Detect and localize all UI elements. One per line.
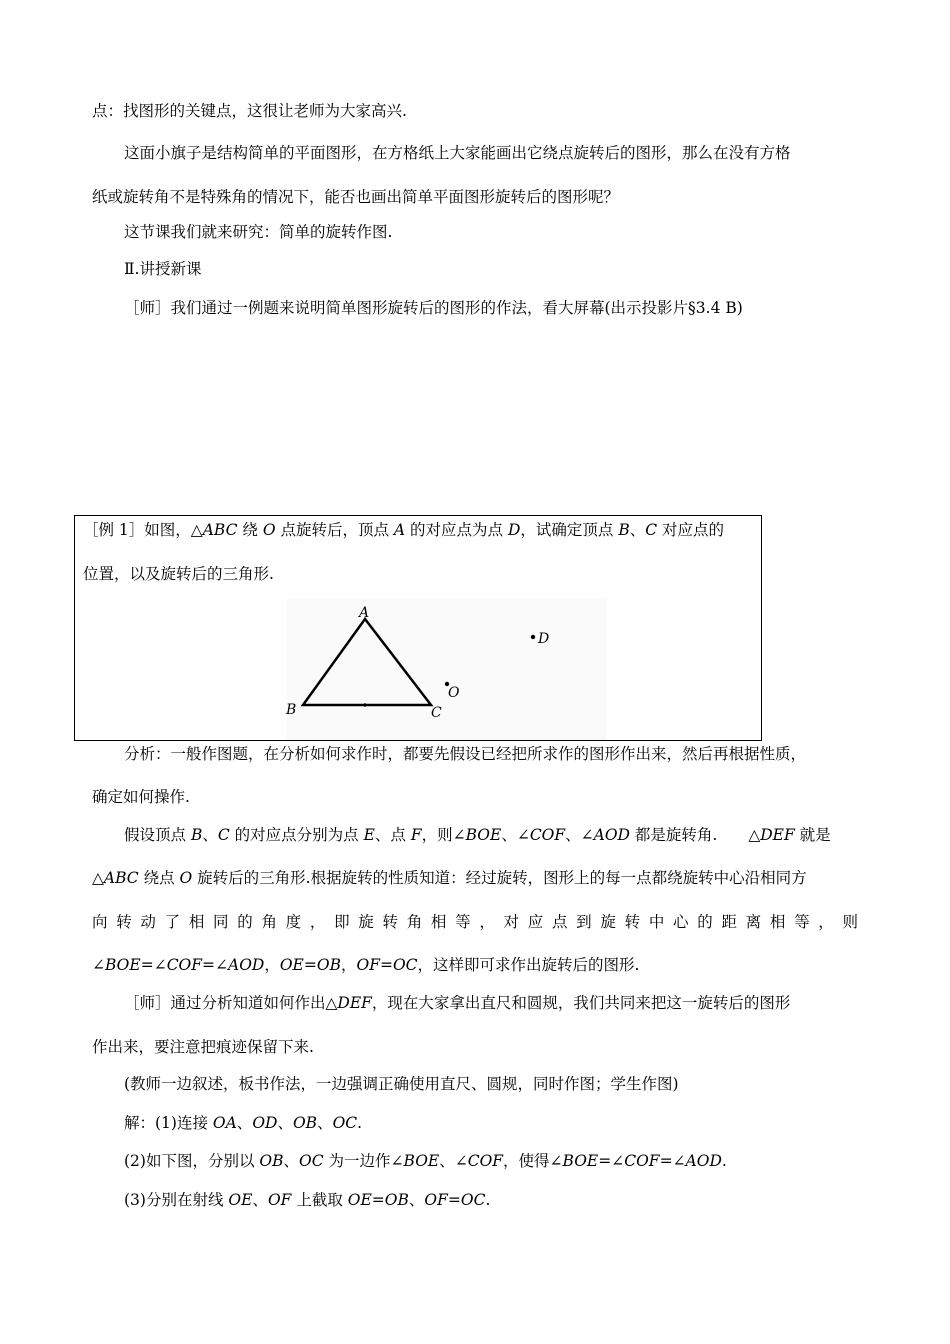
label-c: C (431, 705, 442, 721)
analysis-line1: 分析：一般作图题，在分析如何求作时，都要先假设已经把所求作的图形作出来，然后再根据性质， (124, 745, 807, 763)
assumption-line3: 向转动了相同的角度，即旋转角相等，对应点到旋转中心的距离相等，则 (92, 913, 858, 931)
paragraph-flag-line2: 纸或旋转角不是特殊角的情况下，能否也画出简单平面图形旋转后的图形呢？ (92, 188, 620, 206)
example-question-line2: 位置，以及旋转后的三角形. (83, 565, 274, 583)
teacher-line1: ［师］通过分析知道如何作出△DEF，现在大家拿出直尺和圆规，我们共同来把这一旋转后的图形 (124, 994, 791, 1012)
label-b: B (286, 702, 297, 718)
assumption-line1: 假设顶点 B、C 的对应点分别为点 E、点 F，则∠BOE、∠COF、∠AOD 都是旋转角. △DEF 就是 (124, 826, 831, 844)
teacher-note: (教师一边叙述，板书作法，一边强调正确使用直尺、圆规，同时作图；学生作图) (124, 1075, 679, 1093)
triangle-rotation-figure (75, 516, 763, 742)
example-question-line1: ［例 1］如图，△ABC 绕 O 点旋转后，顶点 A 的对应点为点 D，试确定顶点 B、C 对应点的 (83, 521, 725, 539)
label-d: D (538, 631, 550, 647)
teacher-line2: 作出来，要注意把痕迹保留下来. (92, 1038, 314, 1056)
label-o: O (448, 685, 460, 701)
example-box (74, 515, 762, 741)
section-heading-new-lesson: Ⅱ.讲授新课 (124, 260, 202, 278)
solution-step2: (2)如下图，分别以 OB、OC 为一边作∠BOE、∠COF，使得∠BOE=∠COF=∠AOD. (124, 1152, 727, 1170)
paragraph-key-points: 点：找图形的关键点，这很让老师为大家高兴. (92, 102, 407, 120)
point-d (531, 635, 535, 639)
label-a: A (359, 605, 370, 621)
solution-step3: (3)分别在射线 OE、OF 上截取 OE=OB、OF=OC. (124, 1191, 491, 1209)
solution-step1: 解：(1)连接 OA、OD、OB、OC. (124, 1114, 363, 1132)
analysis-line2: 确定如何操作. (92, 788, 190, 806)
paragraph-today-topic: 这节课我们就来研究：简单的旋转作图. (124, 223, 393, 241)
assumption-line4: ∠BOE=∠COF=∠AOD，OE=OB，OF=OC，这样即可求作出旋转后的图形. (92, 956, 640, 974)
assumption-line2: △ABC 绕点 O 旋转后的三角形.根据旋转的性质知道：经过旋转，图形上的每一点都绕旋转中心沿相同方 (92, 869, 807, 887)
figure-background (287, 598, 607, 740)
paragraph-teacher-intro: ［师］我们通过一例题来说明简单图形旋转后的图形的作法，看大屏幕(出示投影片§3.4 B) (124, 299, 743, 317)
paragraph-flag-line1: 这面小旗子是结构简单的平面图形，在方格纸上大家能画出它绕点旋转后的图形，那么在没有方格 (124, 144, 791, 162)
